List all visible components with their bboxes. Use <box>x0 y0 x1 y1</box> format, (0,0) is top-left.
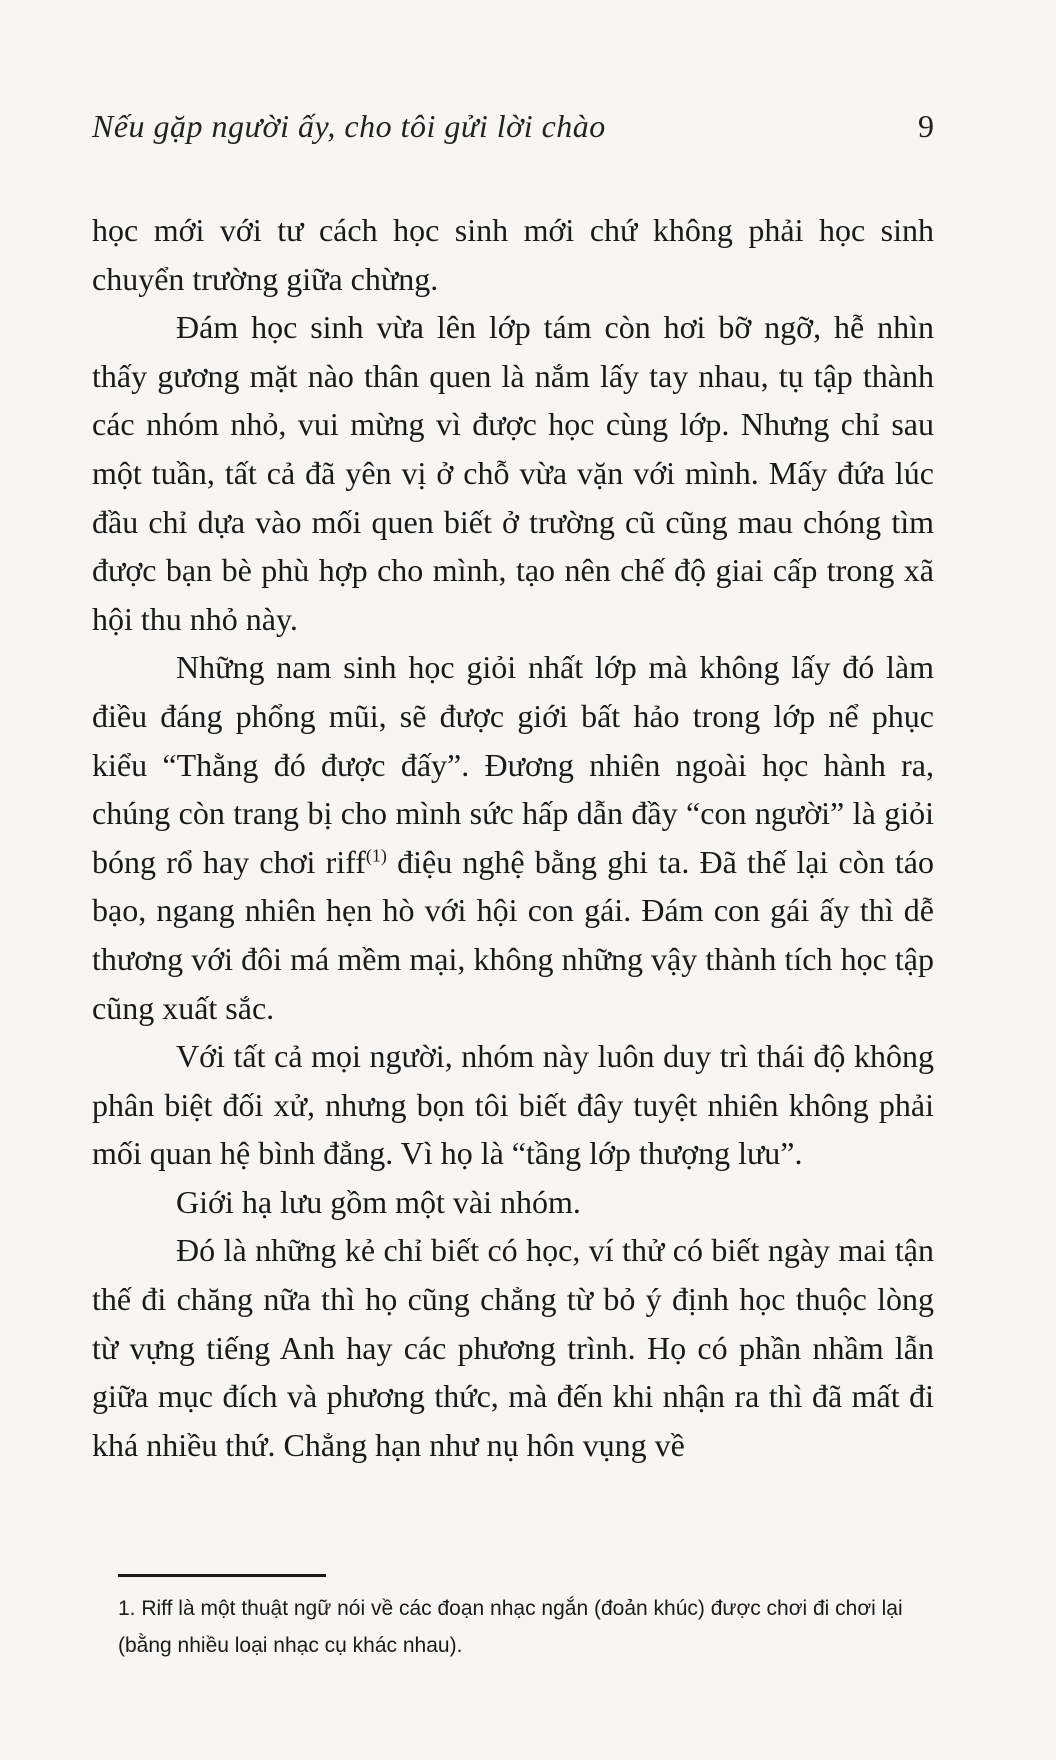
paragraph-1: học mới với tư cách học sinh mới chứ không phải học sinh chuyển trường giữa chừng. <box>92 212 934 297</box>
book-title-header: Nếu gặp người ấy, cho tôi gửi lời chào <box>92 108 606 144</box>
page-number: 9 <box>918 108 934 144</box>
paragraph-3-text-a: Những nam sinh học giỏi nhất lớp mà không lấy đó làm điều đáng phổng mũi, sẽ được giới bất hảo trong lớp nể phục kiểu “Thằng đó được đấy”. Đương nhiên ngoài học hành ra, chúng còn trang bị cho mình sức hấp dẫn đầy “con người” là giỏi bóng rổ hay chơi riff <box>92 649 934 880</box>
paragraph-6: Đó là những kẻ chỉ biết có học, ví thử có biết ngày mai tận thế đi chăng nữa thì họ cũng chẳng từ bỏ ý định học thuộc lòng từ vựng tiếng Anh hay các phương trình. Họ có phần nhầm lẫn giữa mục đích và phương thức, mà đến khi nhận ra thì đã mất đi khá nhiều thứ. Chẳng hạn như nụ hôn vụng về <box>92 1232 934 1463</box>
paragraph-3-text-b: điệu nghệ bằng ghi ta. Đã thế lại còn táo bạo, ngang nhiên hẹn hò với hội con gái. Đám con gái ấy thì dễ thương với đôi má mềm mại, không những vậy thành tích học tập cũng xuất sắc. <box>92 843 935 1026</box>
body-text <box>92 206 934 1469</box>
paragraph-4: Với tất cả mọi người, nhóm này luôn duy trì thái độ không phân biệt đối xử, nhưng bọn tôi biết đây tuyệt nhiên không phải mối quan hệ bình đẳng. Vì họ là “tầng lớp thượng lưu”. <box>92 1038 934 1172</box>
running-header <box>92 108 934 156</box>
footnote-marker[interactable]: (1) <box>365 845 387 866</box>
paragraph-2: Đám học sinh vừa lên lớp tám còn hơi bỡ ngỡ, hễ nhìn thấy gương mặt nào thân quen là nắm lấy tay nhau, tụ tập thành các nhóm nhỏ, vui mừng vì được học cùng lớp. Nhưng chỉ sau một tuần, tất cả đã yên vị ở chỗ vừa vặn với mình. Mấy đứa lúc đầu chỉ dựa vào mối quen biết ở trường cũ cũng mau chóng tìm được bạn bè phù hợp cho mình, tạo nên chế độ giai cấp trong xã hội thu nhỏ này. <box>92 309 934 637</box>
paragraph-5: Giới hạ lưu gồm một vài nhóm. <box>176 1183 581 1220</box>
footnote: 1. Riff là một thuật ngữ nói về các đoạn nhạc ngắn (đoản khúc) được chơi đi chơi lại (bằng nhiều loại nhạc cụ khác nhau). <box>118 1597 903 1657</box>
footnote-divider <box>118 1574 326 1577</box>
paragraph-3 <box>92 643 934 1032</box>
